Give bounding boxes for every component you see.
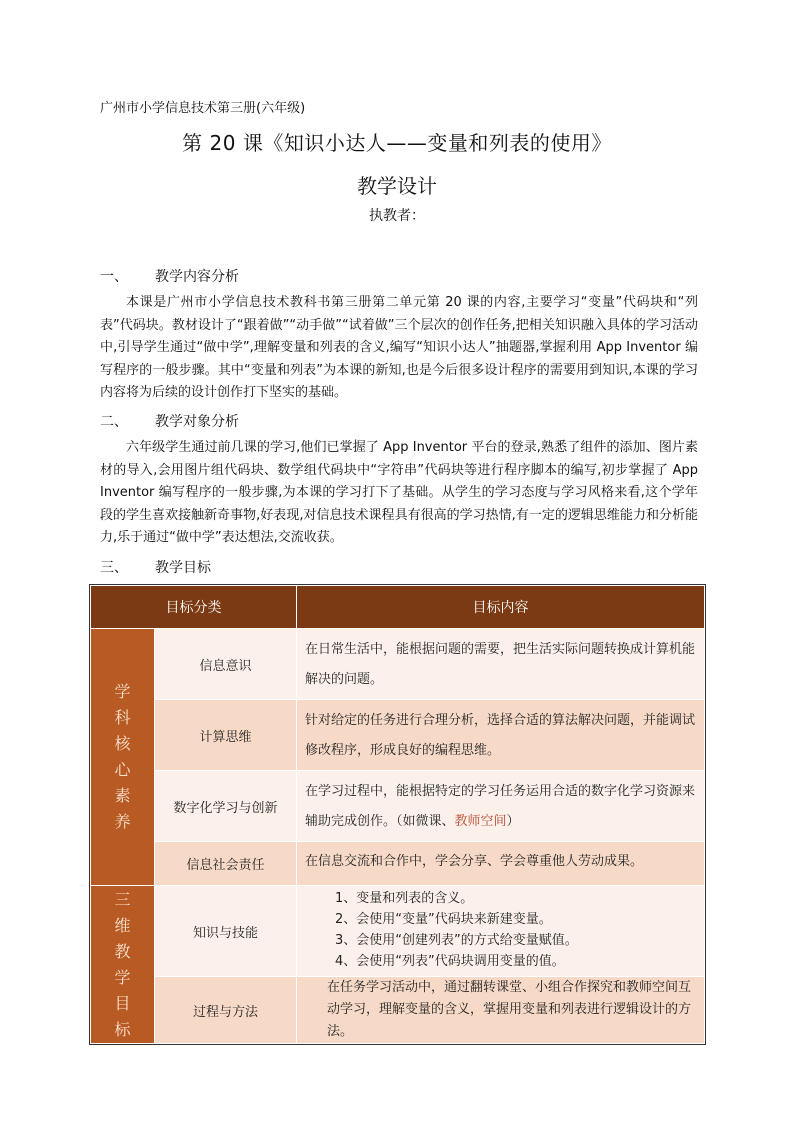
highlight-text: 教师空间 [454,814,507,829]
table-row [91,977,705,1044]
list-item: 1、变量和列表的含义。 [335,891,474,906]
goals-table-header [91,586,705,629]
row-content: 在学习过程中，能根据特定的学习任务运用合适的数字化学习资源来辅助完成创作。（如微课、教师空间） [297,771,705,842]
section-body-content-analysis: 本课是广州市小学信息技术教科书第三册第二单元第 20 课的内容,主要学习“变量”代码块和“列表”代码块。教材设计了“跟着做”“动手做”“试着做”三个层次的创作任务,把相关知识融入具体的学习活动中,引导学生通过“做中学”,理解变量和列表的含义,编写“知识小达人”抽题器,掌握利用 App Inventor 编写程序的一般步骤。其中“变量和列表”为本课的新知,也是今后很多设计程序的需要用到知识,本课的学习内容将为后续的设计创作打下坚实的基础。 [100,295,698,400]
row-sub-category: 信息意识 [155,629,297,700]
section-heading-content-analysis [100,266,239,286]
lesson-title: 第 20 课《知识小达人——变量和列表的使用》 [182,131,612,155]
section-number: 三、 [100,560,128,576]
group-label-three-dimensional-goals: 三 维 教 学 目 标 [91,886,155,1044]
list-item: 4、会使用“列表”代码块调用变量的值。 [335,954,565,969]
list-item: 3、会使用“创建列表”的方式给变量赋值。 [335,933,578,948]
teacher-label: 执教者： [369,208,425,224]
group-label-core-literacy: 学 科 核 心 素 养 [91,629,155,886]
section-title: 教学对象分析 [155,414,239,430]
list-item: 2、会使用“变量”代码块来新建变量。 [335,912,552,927]
section-heading-student-analysis [100,411,239,431]
section-title: 教学目标 [155,560,211,576]
row-sub-category: 知识与技能 [155,886,297,977]
row-sub-category: 信息社会责任 [155,842,297,886]
row-sub-category: 过程与方法 [155,977,297,1044]
section-heading-teaching-goals [100,557,211,577]
row-sub-category: 数字化学习与创新 [155,771,297,842]
document-subtitle: 教学设计 [357,174,437,198]
row-sub-category: 计算思维 [155,700,297,771]
table-row [91,771,705,842]
row-content: 在任务学习活动中，通过翻转课堂、小组合作探究和教师空间互动学习，理解变量的含义，掌握用变量和列表进行逻辑设计的方法。 [297,977,705,1044]
section-title: 教学内容分析 [155,269,239,285]
table-row [91,700,705,771]
header-category: 目标分类 [91,586,297,629]
table-row [91,842,705,886]
course-line: 广州市小学信息技术第三册(六年级) [100,101,306,116]
goals-table [90,585,705,1044]
row-content: 在信息交流和合作中，学会分享、学会尊重他人劳动成果。 [297,842,705,886]
section-number: 一、 [100,269,128,285]
row-content: 在日常生活中，能根据问题的需要，把生活实际问题转换成计算机能解决的问题。 [297,629,705,700]
header-content: 目标内容 [297,586,705,629]
table-row [91,629,705,700]
row-content [297,886,705,977]
table-row [91,886,705,977]
section-body-student-analysis: 六年级学生通过前几课的学习,他们已掌握了 App Inventor 平台的登录,熟悉了组件的添加、图片素材的导入,会用图片组代码块、数学组代码块中“字符串”代码块等进行程序脚本的编写,初步掌握了 App Inventor 编写程序的一般步骤,为本课的学习打下了基础。从学生的学习态度与学习风格来看,这个学年段的学生喜欢接触新奇事物,好表现,对信息技术课程具有很高的学习热情,有一定的逻辑思维能力和分析能力,乐于通过“做中学”表达想法,交流收获。 [100,440,698,545]
section-number: 二、 [100,414,128,430]
row-content: 针对给定的任务进行合理分析，选择合适的算法解决问题，并能调试修改程序，形成良好的编程思维。 [297,700,705,771]
